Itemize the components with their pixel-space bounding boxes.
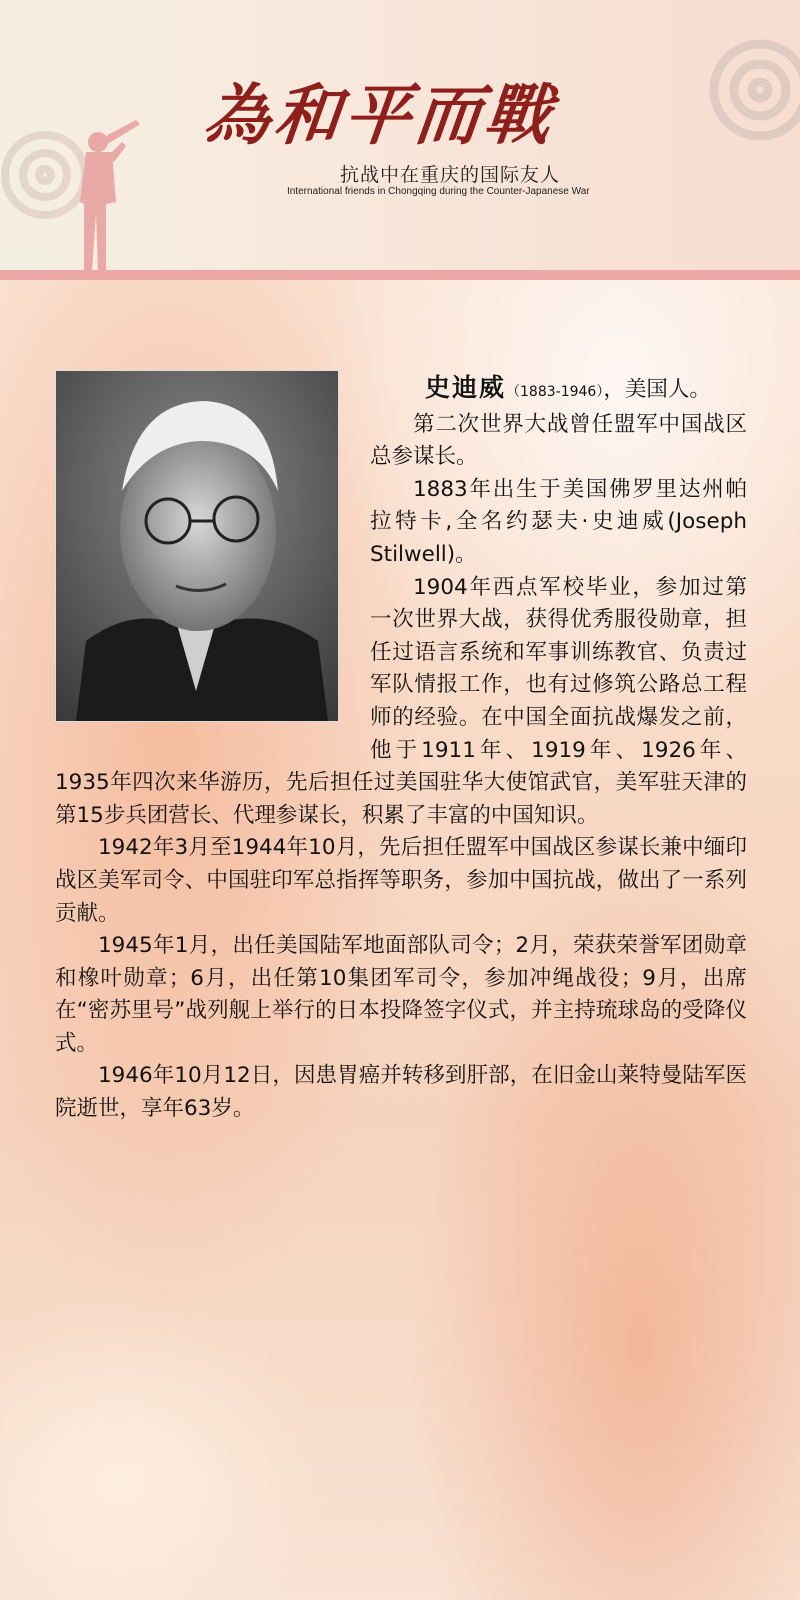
person-name: 史迪威 xyxy=(425,373,507,402)
bio-paragraph-3: 1904年西点军校毕业，参加过第一次世界大战，获得优秀服役勋章，担任过语言系统和军事训练教官、负责过军队情报工作，也有过修筑公路总工程师的经验。在中国全面抗战爆发之前，他于1911年、1919年、1926年、1935年四次来华游历，先后担任过美国驻华大使馆武官，美军驻天津的第15步兵团营长、代理参谋长，积累了丰富的中国知识。 xyxy=(55,574,747,828)
subtitle-chinese: 抗战中在重庆的国际友人 xyxy=(340,164,561,186)
life-years: （1883-1946） xyxy=(506,384,604,400)
bio-paragraph-1: 第二次世界大战曾任盟军中国战区总参谋长。 xyxy=(370,411,747,470)
header-banner xyxy=(0,0,800,272)
cloud-swirl-icon xyxy=(690,20,800,160)
bio-paragraph-4: 1942年3月至1944年10月，先后担任盟军中国战区参谋长兼中缅印战区美军司令、中国驻印军总指挥等职务，参加中国抗战，做出了一系列贡献。 xyxy=(55,835,747,926)
subtitle-english: International friends in Chongqing during the Counter-Japanese War xyxy=(287,186,590,197)
bio-paragraph-6: 1946年10月12日，因患胃癌并转移到肝部，在旧金山莱特曼陆军医院逝世，享年63岁。 xyxy=(55,1063,747,1122)
bio-paragraph-2: 1883年出生于美国佛罗里达州帕拉特卡,全名约瑟夫·史迪威(Joseph Stilwell)。 xyxy=(370,476,747,567)
header-divider xyxy=(0,270,800,280)
page-title: 為和平而戰 xyxy=(200,76,559,154)
nationality: ，美国人。 xyxy=(603,377,711,402)
bugler-silhouette-icon xyxy=(58,112,148,272)
biography-text xyxy=(55,372,747,1126)
bio-paragraph-5: 1945年1月，出任美国陆军地面部队司令；2月，荣获荣誉军团勋章和橡叶勋章；6月，出任第10集团军司令，参加冲绳战役；9月，出席在“密苏里号”战列舰上举行的日本投降签字仪式，并主持琉球岛的受降仪式。 xyxy=(55,933,747,1056)
